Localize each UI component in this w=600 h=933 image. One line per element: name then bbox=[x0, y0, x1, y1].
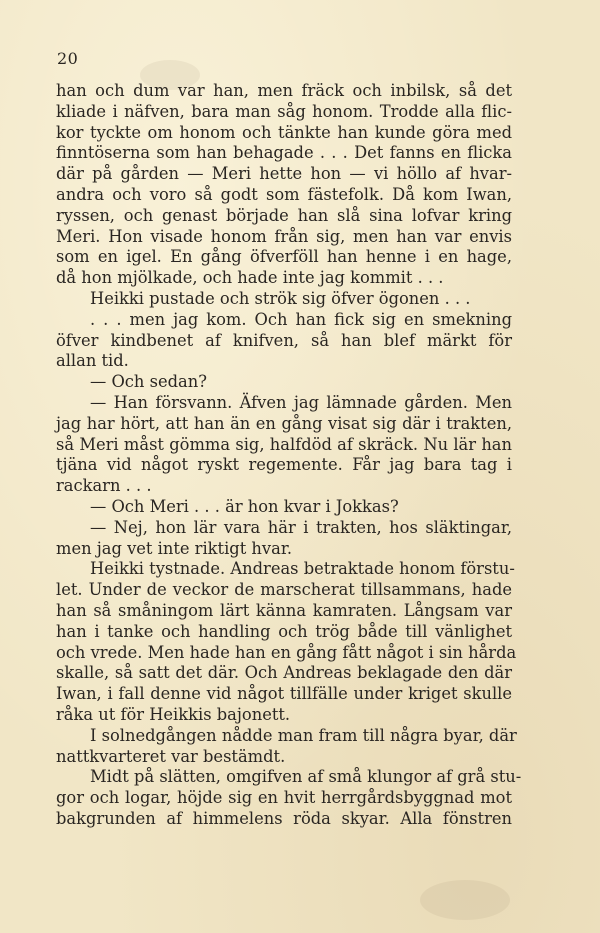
text-line: tjäna vid något ryskt regemente. Får jag bara tag i bbox=[56, 455, 512, 475]
text-line: I solnedgången nådde man fram till några byar, där bbox=[90, 725, 517, 745]
text-line: så Meri måst gömma sig, halfdöd af skräck. Nu lär han bbox=[56, 434, 512, 454]
text-line: andra och voro så godt som fästefolk. Då kom Iwan, bbox=[56, 184, 512, 204]
text-line: Iwan, i fall denne vid något tillfälle under kriget skulle bbox=[56, 684, 512, 704]
text-line: let. Under de veckor de marscherat tillsammans, hade bbox=[56, 580, 512, 600]
text-line: Heikki pustade och strök sig öfver ögonen . . . bbox=[90, 288, 471, 308]
text-line: skalle, så satt det där. Och Andreas beklagade den där bbox=[56, 663, 512, 683]
text-line: som en igel. En gång öfverföll han henne i en hage, bbox=[56, 247, 512, 267]
text-line: ryssen, och genast började han slå sina lofvar kring bbox=[56, 205, 512, 225]
text-line: öfver kindbenet af knifven, så han blef märkt för bbox=[56, 330, 512, 350]
text-line: rackarn . . . bbox=[56, 476, 152, 496]
text-line: bakgrunden af himmelens röda skyar. Alla fönstren bbox=[56, 808, 512, 828]
text-line: jag har hört, att han än en gång visat sig där i trakten, bbox=[56, 413, 512, 433]
text-line: kor tyckte om honom och tänkte han kunde göra med bbox=[56, 122, 512, 142]
text-line: allan tid. bbox=[56, 351, 129, 371]
text-line: nattkvarteret var bestämdt. bbox=[56, 746, 286, 766]
text-line: — Och Meri . . . är hon kvar i Jokkas? bbox=[90, 496, 399, 516]
text-line: då hon mjölkade, och hade inte jag kommit . . . bbox=[56, 268, 444, 288]
text-line: Heikki tystnade. Andreas betraktade honom förstu- bbox=[90, 559, 515, 579]
text-line: Midt på slätten, omgifven af små klungor af grå stu- bbox=[90, 767, 522, 787]
text-line: han och dum var han, men fräck och inbilsk, så det bbox=[56, 81, 512, 100]
text-line: och vrede. Men hade han en gång fått något i sin hårda bbox=[56, 642, 517, 662]
text-line: han i tanke och handling och trög både till vänlighet bbox=[56, 621, 512, 641]
text-line: . . . men jag kom. Och han fick sig en smekning bbox=[90, 309, 512, 329]
body-text bbox=[56, 81, 522, 830]
page-number: 20 bbox=[57, 49, 79, 68]
text-line: gor och logar, höjde sig en hvit herrgårdsbyggnad mot bbox=[56, 788, 512, 808]
text-line: kliade i näfven, bara man såg honom. Trodde alla flic- bbox=[56, 101, 512, 121]
text-line: — Han försvann. Äfven jag lämnade gården. Men bbox=[90, 392, 512, 412]
text-line: råka ut för Heikkis bajonett. bbox=[56, 704, 291, 724]
text-line: Meri. Hon visade honom från sig, men han var envis bbox=[56, 226, 512, 246]
text-line: men jag vet inte riktigt hvar. bbox=[56, 538, 292, 558]
text-line: — Och sedan? bbox=[90, 372, 207, 392]
paper-stain bbox=[420, 880, 510, 920]
text-line: finntöserna som han behagade . . . Det fanns en flicka bbox=[56, 143, 512, 163]
text-line: han så småningom lärt känna kamraten. Långsam var bbox=[56, 600, 512, 620]
text-line: — Nej, hon lär vara här i trakten, hos släktingar, bbox=[90, 517, 512, 537]
text-line: där på gården — Meri hette hon — vi höllo af hvar- bbox=[56, 164, 512, 184]
